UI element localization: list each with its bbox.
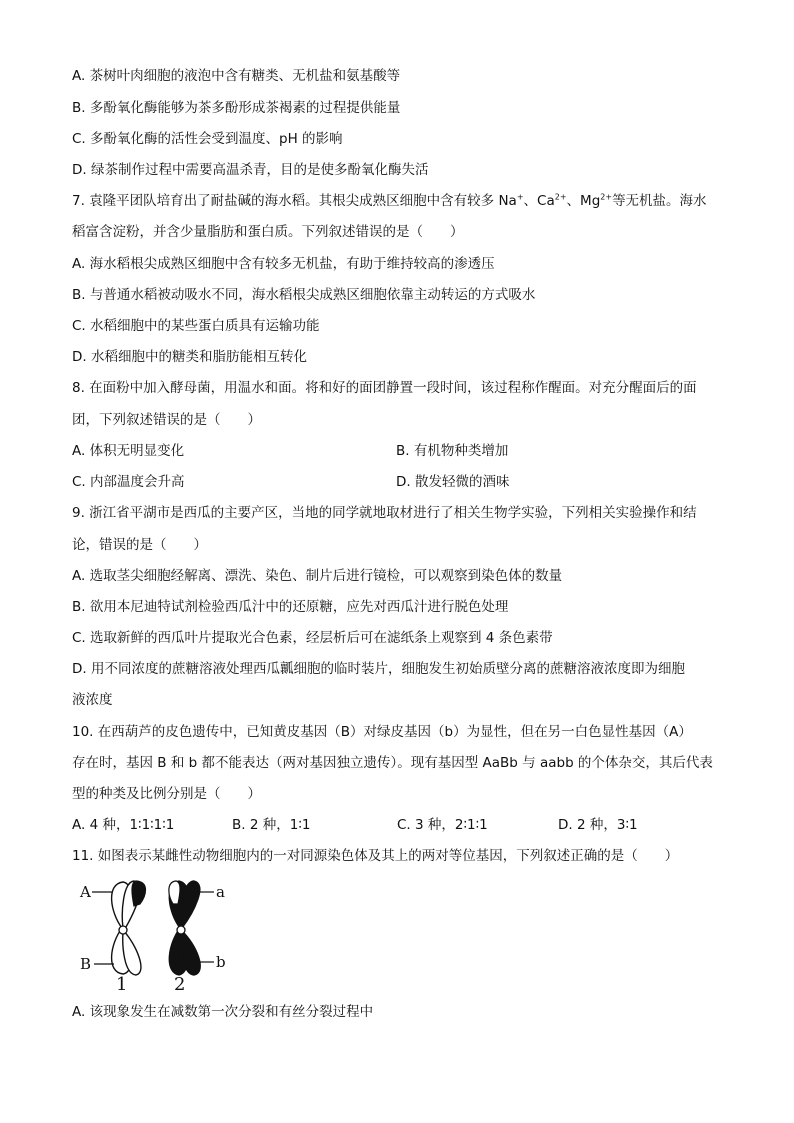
- q7-option-c: C. 水稻细胞中的某些蛋白质具有运输功能: [72, 318, 320, 334]
- q9-option-d: D. 用不同浓度的蔗糖溶液处理西瓜瓤细胞的临时装片，细胞发生初始质壁分离的蔗糖溶液浓度即为细胞: [72, 661, 685, 677]
- q8-stem-line1: 8. 在面粉中加入酵母菌，用温水和面。将和好的面团静置一段时间，该过程称作醒面。对充分醒面后的面: [72, 380, 697, 396]
- q10-option-a: A. 4 种，1∶1∶1∶1: [72, 817, 175, 833]
- q10-option-b: B. 2 种，1∶1: [232, 817, 311, 833]
- q6-option-b: B. 多酚氧化酶能够为茶多酚形成茶褐素的过程提供能量: [72, 100, 401, 116]
- gene-label-a: a: [216, 883, 225, 901]
- q7-stem-line1: 7. 袁隆平团队培育出了耐盐碱的海水稻。其根尖成熟区细胞中含有较多 Na+、$Ca^{2+}$、$Mg^{2+}$等无机盐。海水: [72, 192, 707, 209]
- q10-stem-line1: 10. 在西葫芦的皮色遗传中，已知黄皮基因（B）对绿皮基因（b）为显性，但在另一白色显性基因（A）: [72, 724, 692, 740]
- q8-stem-line2: 团，下列叙述错误的是（ ）: [72, 412, 261, 428]
- chromosome-label-1: 1: [116, 974, 128, 992]
- q7-stem-line2: 稻富含淀粉，并含少量脂肪和蛋白质。下列叙述错误的是（ ）: [72, 224, 464, 240]
- q8-option-a: A. 体积无明显变化: [72, 443, 185, 459]
- q10-stem-line2: 存在时，基因 B 和 b 都不能表达（两对基因独立遗传）。现有基因型 AaBb 与 aabb 的个体杂交，其后代表: [72, 755, 713, 771]
- chromosome-figure: [76, 876, 246, 992]
- q8-option-c: C. 内部温度会升高: [72, 474, 185, 490]
- q9-option-b: B. 欲用本尼迪特试剂检验西瓜汁中的还原糖，应先对西瓜汁进行脱色处理: [72, 599, 509, 615]
- gene-label-A: A: [80, 883, 91, 901]
- q8-option-d: D. 散发轻微的酒味: [396, 474, 510, 490]
- q6-option-a: A. 茶树叶肉细胞的液泡中含有糖类、无机盐和氨基酸等: [72, 68, 401, 84]
- q7-option-d: D. 水稻细胞中的糖类和脂肪能相互转化: [72, 349, 307, 365]
- q9-stem-line2: 论，错误的是（ ）: [72, 537, 207, 553]
- q9-option-d-cont: 液浓度: [72, 692, 113, 708]
- gene-label-B: B: [80, 955, 92, 973]
- chromosome-1: [92, 881, 146, 975]
- chromosome-label-2: 2: [174, 974, 186, 992]
- q8-option-b: B. 有机物种类增加: [396, 443, 509, 459]
- q10-option-d: D. 2 种，3∶1: [558, 817, 638, 833]
- chromosome-2: [169, 881, 214, 975]
- q11-stem: 11. 如图表示某雌性动物细胞内的一对同源染色体及其上的两对等位基因，下列叙述正确的是（ ）: [72, 848, 679, 864]
- gene-label-b: b: [216, 953, 226, 971]
- q9-stem-line1: 9. 浙江省平湖市是西瓜的主要产区，当地的同学就地取材进行了相关生物学实验，下列相关实验操作和结: [72, 505, 697, 521]
- q7-option-b: B. 与普通水稻被动吸水不同，海水稻根尖成熟区细胞依靠主动转运的方式吸水: [72, 287, 536, 303]
- q7-option-a: A. 海水稻根尖成熟区细胞中含有较多无机盐，有助于维持较高的渗透压: [72, 256, 495, 272]
- q6-option-c: C. 多酚氧化酶的活性会受到温度、pH 的影响: [72, 131, 343, 147]
- q9-option-a: A. 选取茎尖细胞经解离、漂洗、染色、制片后进行镜检，可以观察到染色体的数量: [72, 568, 563, 584]
- q6-option-d: D. 绿茶制作过程中需要高温杀青，目的是使多酚氧化酶失活: [72, 162, 429, 178]
- q10-stem-line3: 型的种类及比例分别是（ ）: [72, 786, 261, 802]
- q11-option-a: A. 该现象发生在减数第一次分裂和有丝分裂过程中: [72, 1004, 374, 1020]
- q10-option-c: C. 3 种，2∶1∶1: [397, 817, 488, 833]
- q9-option-c: C. 选取新鲜的西瓜叶片提取光合色素，经层析后可在滤纸条上观察到 4 条色素带: [72, 630, 553, 646]
